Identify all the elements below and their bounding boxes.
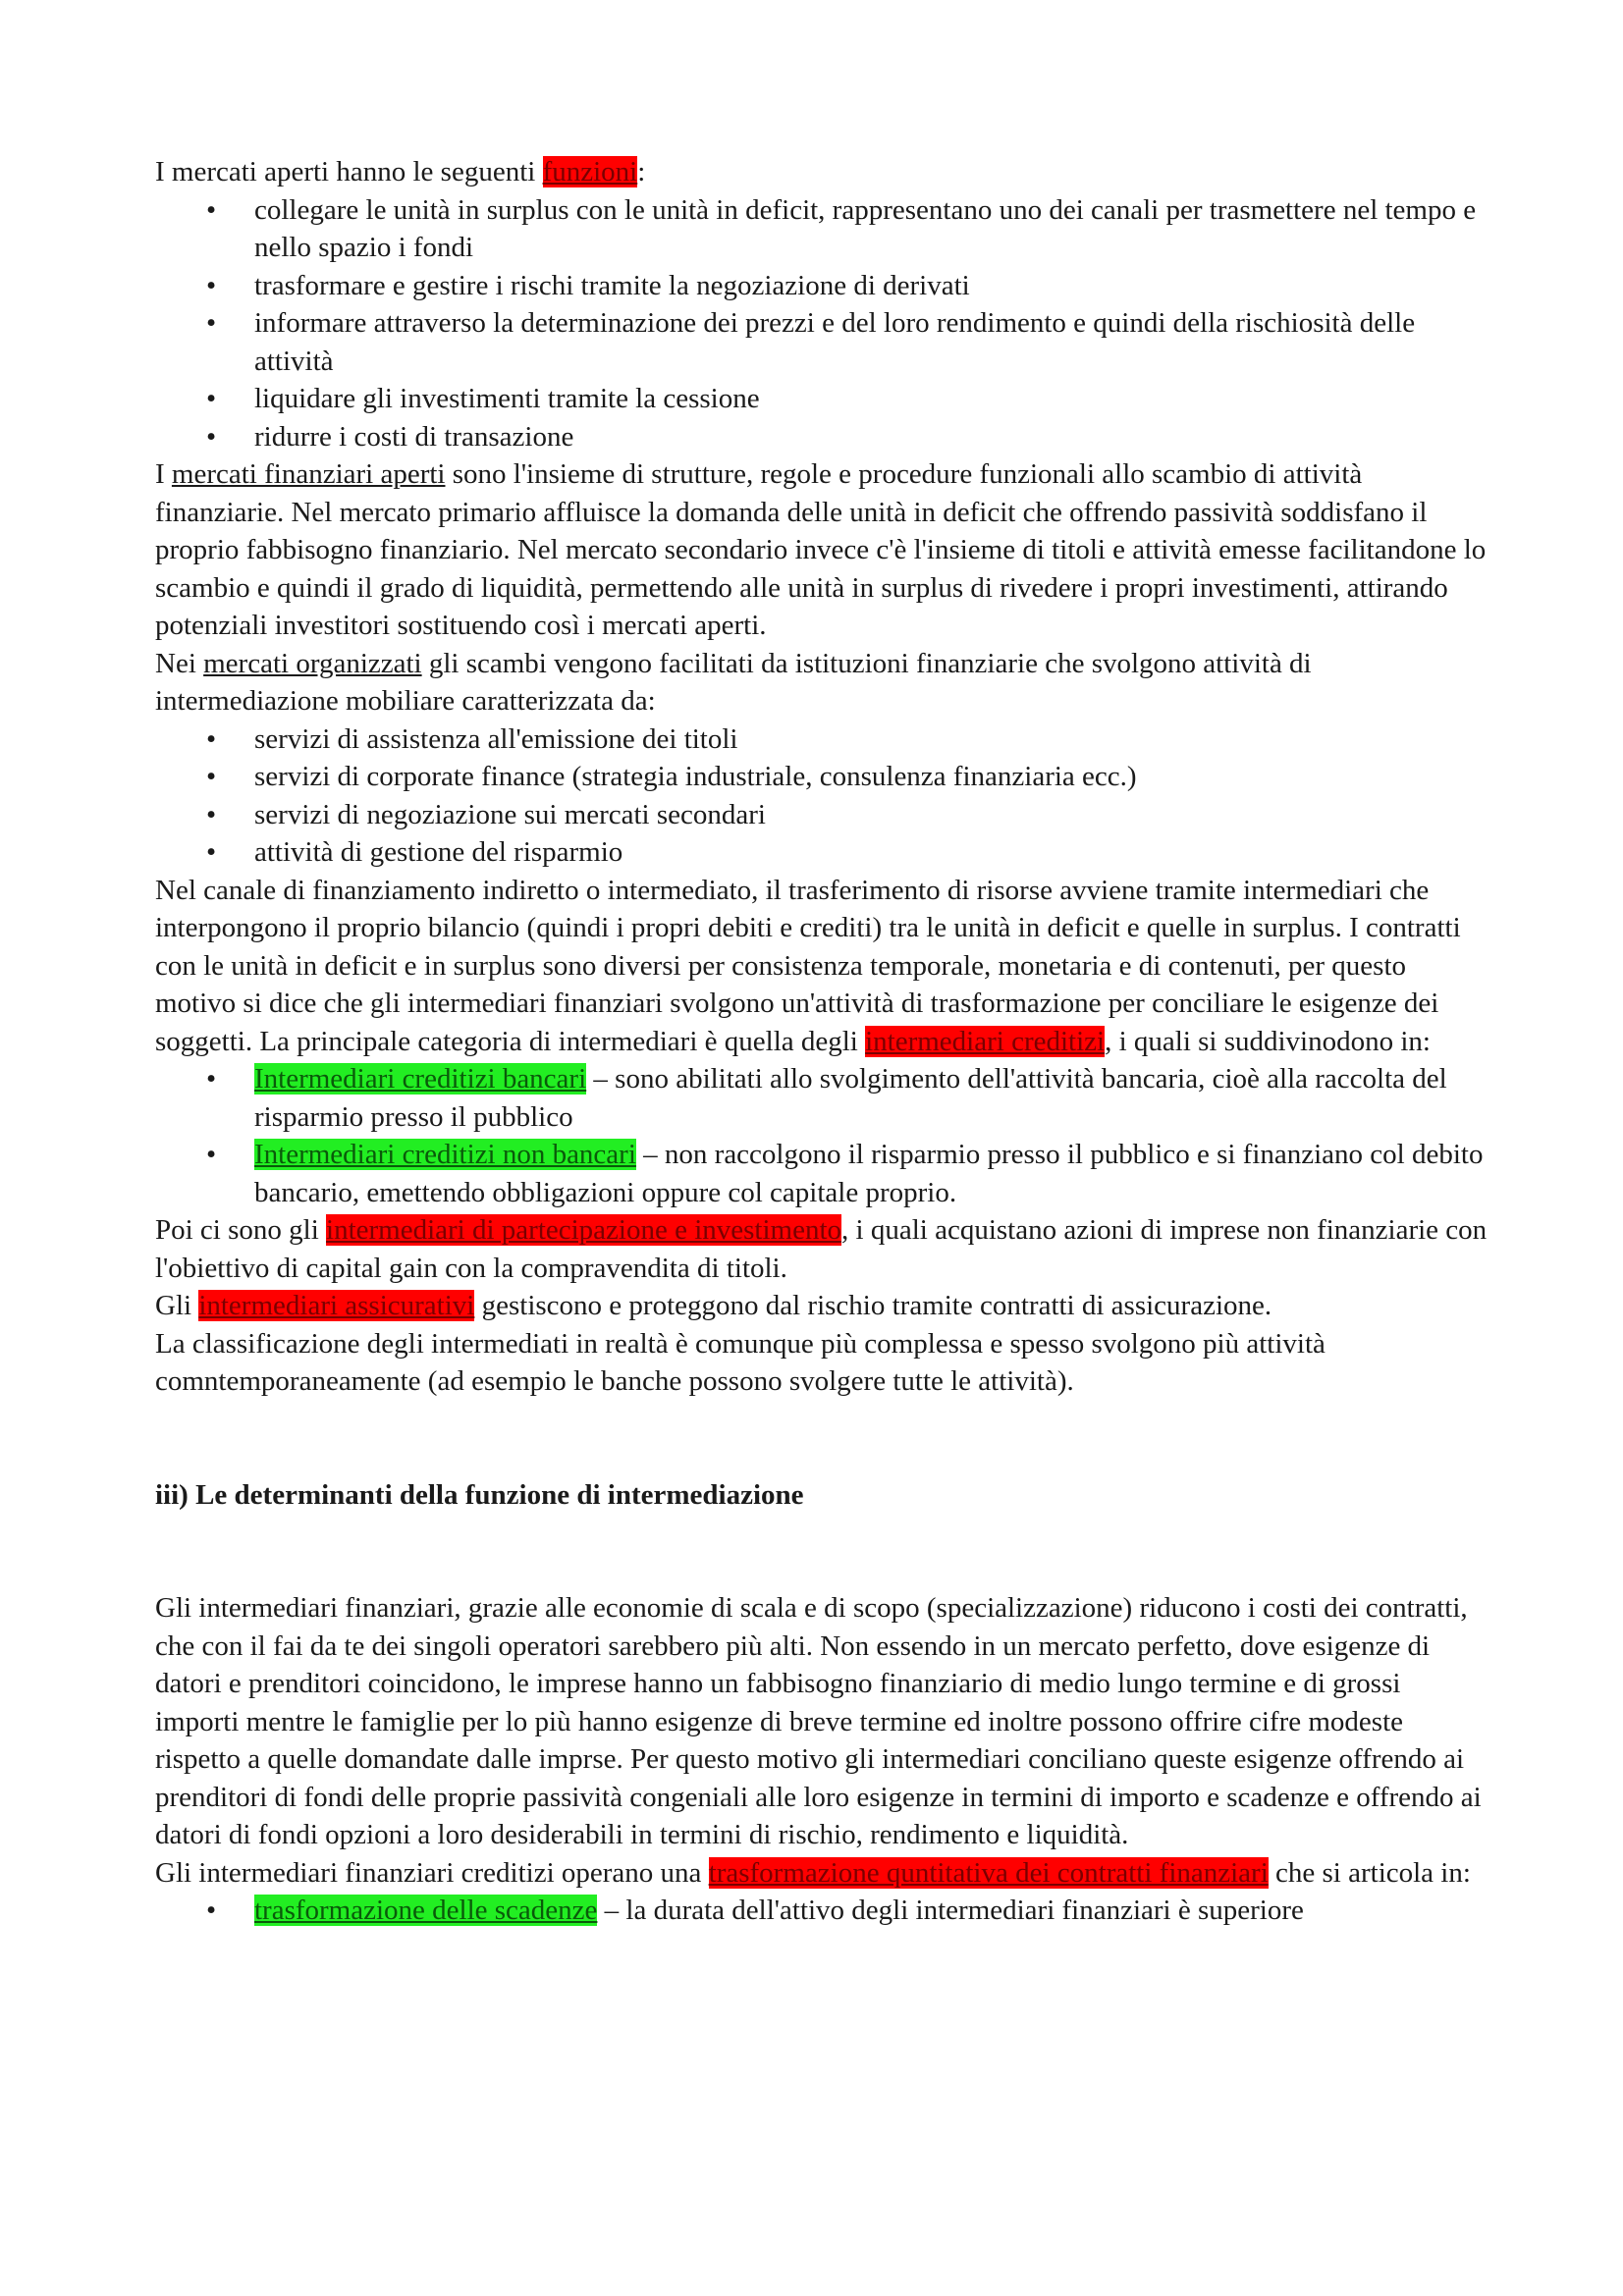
list-item: • servizi di corporate finance (strategia industriale, consulenza finanziaria ecc.) bbox=[155, 758, 1490, 796]
list-item: • servizi di negoziazione sui mercati secondari bbox=[155, 796, 1490, 834]
highlight-trasformazione-quantitativa: trasformazione quntitativa dei contratti finanziari bbox=[708, 1856, 1269, 1889]
highlight-creditizi-bancari: Intermediari creditizi bancari bbox=[254, 1063, 587, 1095]
open-markets-paragraph: I mercati finanziari aperti sono l'insieme di strutture, regole e procedure funzionali allo scambio di attività finanziarie. Nel mercato primario affluisce la domanda delle unità in deficit che offrendo passività soddisfano il proprio fabbisogno finanziario. Nel mercato secondario invece c'è l'insieme di titoli e attività emesse facilitandone lo scambio e quindi il grado di liquidità, permettendo alle unità in surplus di rivedere i propri investimenti, attirando potenziali investitori sostituendo così i mercati aperti. bbox=[155, 458, 1487, 641]
credit-intermediaries-list bbox=[155, 1060, 1490, 1211]
list-item: • trasformazione delle scadenze – la durata dell'attivo degli intermediari finanziari è superiore bbox=[155, 1892, 1490, 1930]
highlight-funzioni: funzioni bbox=[542, 156, 638, 187]
classification-paragraph: La classificazione degli intermediati in realtà è comunque più complessa e spesso svolgono più attività comntemporaneamente (ad esempio le banche possono svolgere tutte le attività). bbox=[155, 1327, 1325, 1397]
list-item: • collegare le unità in surplus con le unità in deficit, rappresentano uno dei canali per trasmettere nel tempo e nello spazio i fondi bbox=[155, 191, 1490, 267]
spacer bbox=[155, 1401, 1490, 1476]
highlight-partecipazione-investimento: intermediari di partecipazione e investimento bbox=[326, 1214, 842, 1246]
highlight-assicurativi: intermediari assicurativi bbox=[198, 1290, 475, 1321]
section-heading: iii) Le determinanti della funzione di intermediazione bbox=[155, 1478, 804, 1511]
list-item: • informare attraverso la determinazione dei prezzi e del loro rendimento e quindi della rischiosità delle attività bbox=[155, 304, 1490, 380]
insurance-paragraph: Gli intermediari assicurativi gestiscono e proteggono dal rischio tramite contratti di assicurazione. bbox=[155, 1290, 1272, 1321]
spacer bbox=[155, 1514, 1490, 1589]
functions-list bbox=[155, 191, 1490, 456]
transformation-paragraph: Gli intermediari finanziari creditizi operano una trasformazione quntitativa dei contratti finanziari che si articola in: bbox=[155, 1856, 1471, 1889]
list-item: • attività di gestione del risparmio bbox=[155, 833, 1490, 872]
list-item: • servizi di assistenza all'emissione dei titoli bbox=[155, 721, 1490, 759]
functions-intro: I mercati aperti hanno le seguenti funzioni: bbox=[155, 156, 646, 187]
indirect-channel-paragraph: Nel canale di finanziamento indiretto o intermediato, il trasferimento di risorse avviene tramite intermediari che interpongono il proprio bilancio (quindi i propri debiti e crediti) tra le unità in deficit e quelle in surplus. I contratti con le unità in deficit e in surplus sono diversi per consistenza temporale, monetaria e di contenuti, per questo motivo si dice che gli intermediari finanziari svolgono un'attività di trasformazione per conciliare le esigenze dei soggetti. La principale categoria di intermediari è quella degli intermediari creditizi, i quali si suddivinodono in: bbox=[155, 874, 1461, 1057]
term-mercati-finanziari-aperti: mercati finanziari aperti bbox=[171, 458, 446, 490]
term-mercati-organizzati: mercati organizzati bbox=[203, 647, 422, 679]
transformation-list bbox=[155, 1892, 1490, 1930]
document-page bbox=[155, 153, 1490, 1930]
list-item: • Intermediari creditizi non bancari – non raccolgono il risparmio presso il pubblico e si finanziano col debito bancario, emettendo obbligazioni oppure col capitale proprio. bbox=[155, 1136, 1490, 1211]
highlight-creditizi-non-bancari: Intermediari creditizi non bancari bbox=[254, 1139, 636, 1170]
organized-markets-paragraph: Nei mercati organizzati gli scambi vengono facilitati da istituzioni finanziarie che svolgono attività di intermediazione mobiliare caratterizzata da: bbox=[155, 647, 1312, 717]
participation-paragraph: Poi ci sono gli intermediari di partecipazione e investimento, i quali acquistano azioni di imprese non finanziarie con l'obiettivo di capital gain con la compravendita di titoli. bbox=[155, 1214, 1488, 1284]
highlight-trasformazione-scadenze: trasformazione delle scadenze bbox=[254, 1895, 598, 1926]
list-item: • liquidare gli investimenti tramite la cessione bbox=[155, 380, 1490, 418]
list-item: • Intermediari creditizi bancari – sono abilitati allo svolgimento dell'attività bancaria, cioè alla raccolta del risparmio presso il pubblico bbox=[155, 1060, 1490, 1136]
determinants-paragraph: Gli intermediari finanziari, grazie alle economie di scala e di scopo (specializzazione) riducono i costi dei contratti, che con il fai da te dei singoli operatori sarebbero più alti. Non essendo in un mercato perfetto, dove esigenze di datori e prenditori coincidono, le imprese hanno un fabbisogno finanziario di medio lungo termine e di grossi importi mentre le famiglie per lo più hanno esigenze di breve termine ed inoltre possono offrire cifre modeste rispetto a quelle domandate dalle imprse. Per questo motivo gli intermediari conciliano queste esigenze offrendo ai prenditori di fondi delle proprie passività congeniali alle loro esigenze in termini di importo e scadenze e offrendo ai datori di fondi opzioni a loro desiderabili in termini di rischio, rendimento e liquidità. bbox=[155, 1592, 1482, 1850]
list-item: • trasformare e gestire i rischi tramite la negoziazione di derivati bbox=[155, 267, 1490, 305]
services-list bbox=[155, 721, 1490, 872]
highlight-intermediari-creditizi: intermediari creditizi bbox=[865, 1025, 1106, 1057]
list-item: • ridurre i costi di transazione bbox=[155, 418, 1490, 456]
